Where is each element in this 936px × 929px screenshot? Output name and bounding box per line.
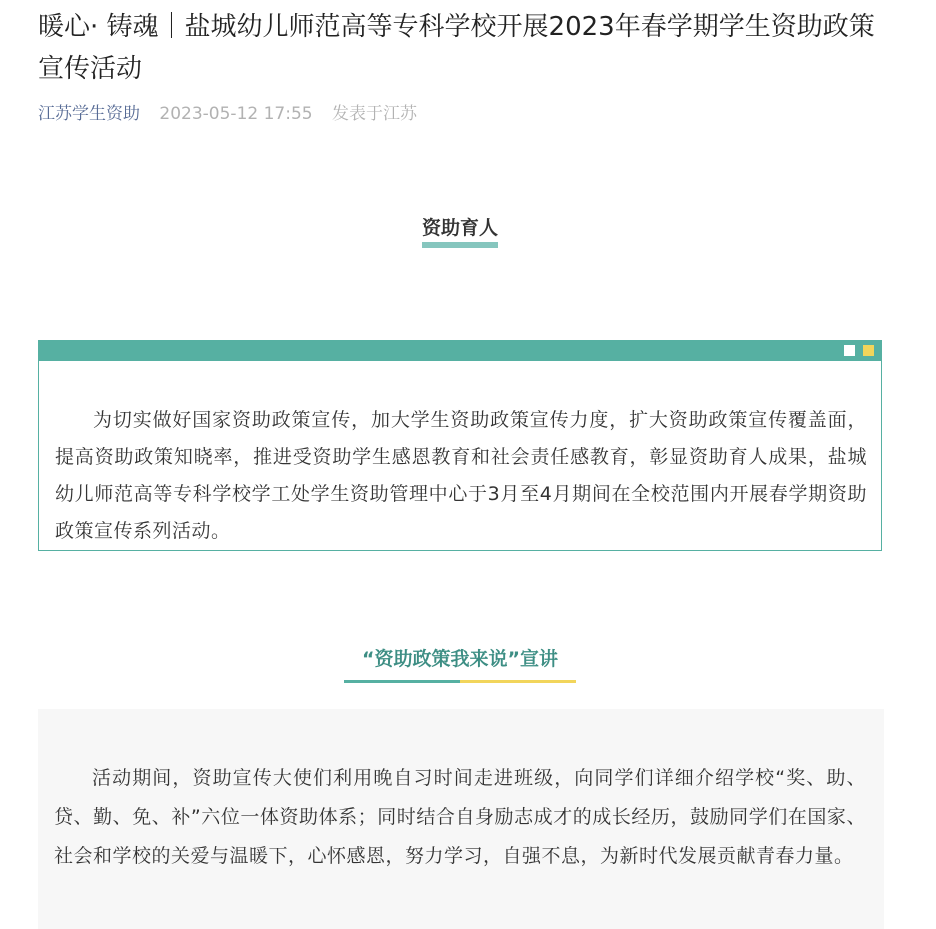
publish-date: 2023-05-12 17:55 [159,104,313,124]
section-heading-text: “资助政策我来说”宣讲 [362,648,558,670]
activity-box [38,709,884,929]
article-title: 暖心· 铸魂｜盐城幼儿师范高等专科学校开展2023年春学期学生资助政策宣传活动 [38,12,875,84]
activity-paragraph: 活动期间，资助宣传大使们利用晚自习时间走进班级，向同学们详细介绍学校“奖、助、贷、勤、免、补”六位一体资助体系；同时结合自身励志成才的成长经历，鼓励同学们在国家、社会和学校的关爱与温暖下，心怀感恩，努力学习，自强不息，为新时代发展贡献青春力量。 [54,767,866,867]
decorative-square-white [844,345,855,356]
publish-location: 发表于江苏 [332,104,418,124]
intro-box-header-bar [39,341,881,361]
section-heading-highlight-bar [422,242,498,248]
section-heading-policy-talk [344,645,576,673]
section-heading-funding-education [0,214,920,244]
article-meta [38,102,417,126]
underline-yellow-segment [460,680,576,683]
intro-box [38,340,882,551]
intro-paragraph: 为切实做好国家资助政策宣传，加大学生资助政策宣传力度，扩大资助政策宣传覆盖面，提高资助政策知晓率，推进受资助学生感恩教育和社会责任感教育，彰显资助育人成果，盐城幼儿师范高等专科学校学工处学生资助管理中心于3月至4月期间在全校范围内开展春学期资助政策宣传系列活动。 [55,409,867,542]
underline-teal-segment [344,680,460,683]
section-heading-underline [344,680,576,683]
section-heading-text: 资助育人 [421,217,498,239]
section-heading-label [422,214,498,244]
account-name-link[interactable]: 江苏学生资助 [38,104,140,124]
decorative-square-yellow [863,345,874,356]
